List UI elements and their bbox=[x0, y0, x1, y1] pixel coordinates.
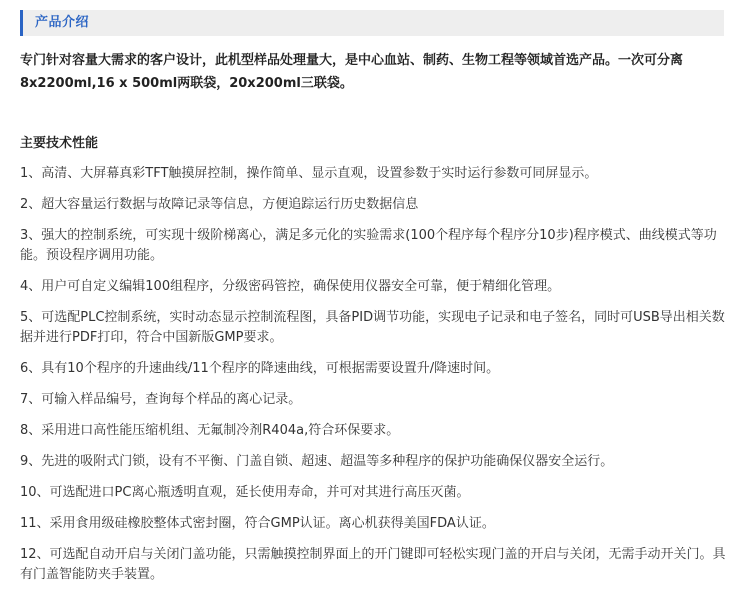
section-title: 产品介绍 bbox=[35, 15, 90, 30]
feature-item: 3、强大的控制系统，可实现十级阶梯离心，满足多元化的实验需求(100个程序每个程序分10步)程序模式、曲线模式等功能。预设程序调用功能。 bbox=[20, 228, 717, 263]
feature-item: 11、采用食用级硅橡胶整体式密封圈，符合GMP认证。离心机获得美国FDA认证。 bbox=[20, 516, 495, 531]
feature-item: 2、超大容量运行数据与故障记录等信息，方便追踪运行历史数据信息 bbox=[20, 197, 419, 212]
feature-item: 6、具有10个程序的升速曲线/11个程序的降速曲线，可根据需要设置升/降速时间。 bbox=[20, 361, 500, 376]
intro-paragraph: 专门针对容量大需求的客户设计，此机型样品处理量大，是中心血站、制药、生物工程等领域首选产品。一次可分离8x2200ml,16 x 500ml两联袋，20x200ml三联袋。 bbox=[20, 53, 684, 91]
feature-item: 7、可输入样品编号，查询每个样品的离心记录。 bbox=[20, 392, 302, 407]
feature-item: 4、用户可自定义编辑100组程序，分级密码管控，确保使用仪器安全可靠，便于精细化管理。 bbox=[20, 279, 561, 294]
performance-heading: 主要技术性能 bbox=[20, 136, 99, 151]
section-header bbox=[20, 10, 724, 36]
feature-item: 12、可选配自动开启与关闭门盖功能，只需触摸控制界面上的开门键即可轻松实现门盖的开启与关闭，无需手动开关门。具有门盖智能防夹手装置。 bbox=[20, 547, 726, 582]
feature-list bbox=[20, 164, 728, 596]
feature-item: 9、先进的吸附式门锁，设有不平衡、门盖自锁、超速、超温等多种程序的保护功能确保仪器安全运行。 bbox=[20, 454, 614, 469]
feature-item: 8、采用进口高性能压缩机组、无氟制冷剂R404a,符合环保要求。 bbox=[20, 423, 400, 438]
feature-item: 5、可选配PLC控制系统，实时动态显示控制流程图，具备PID调节功能，实现电子记录和电子签名，同时可USB导出相关数据并进行PDF打印，符合中国新版GMP要求。 bbox=[20, 310, 725, 345]
feature-item: 10、可选配进口PC离心瓶透明直观，延长使用寿命，并可对其进行高压灭菌。 bbox=[20, 485, 470, 500]
feature-item: 1、高清、大屏幕真彩TFT触摸屏控制，操作简单、显示直观，设置参数于实时运行参数可同屏显示。 bbox=[20, 166, 598, 181]
